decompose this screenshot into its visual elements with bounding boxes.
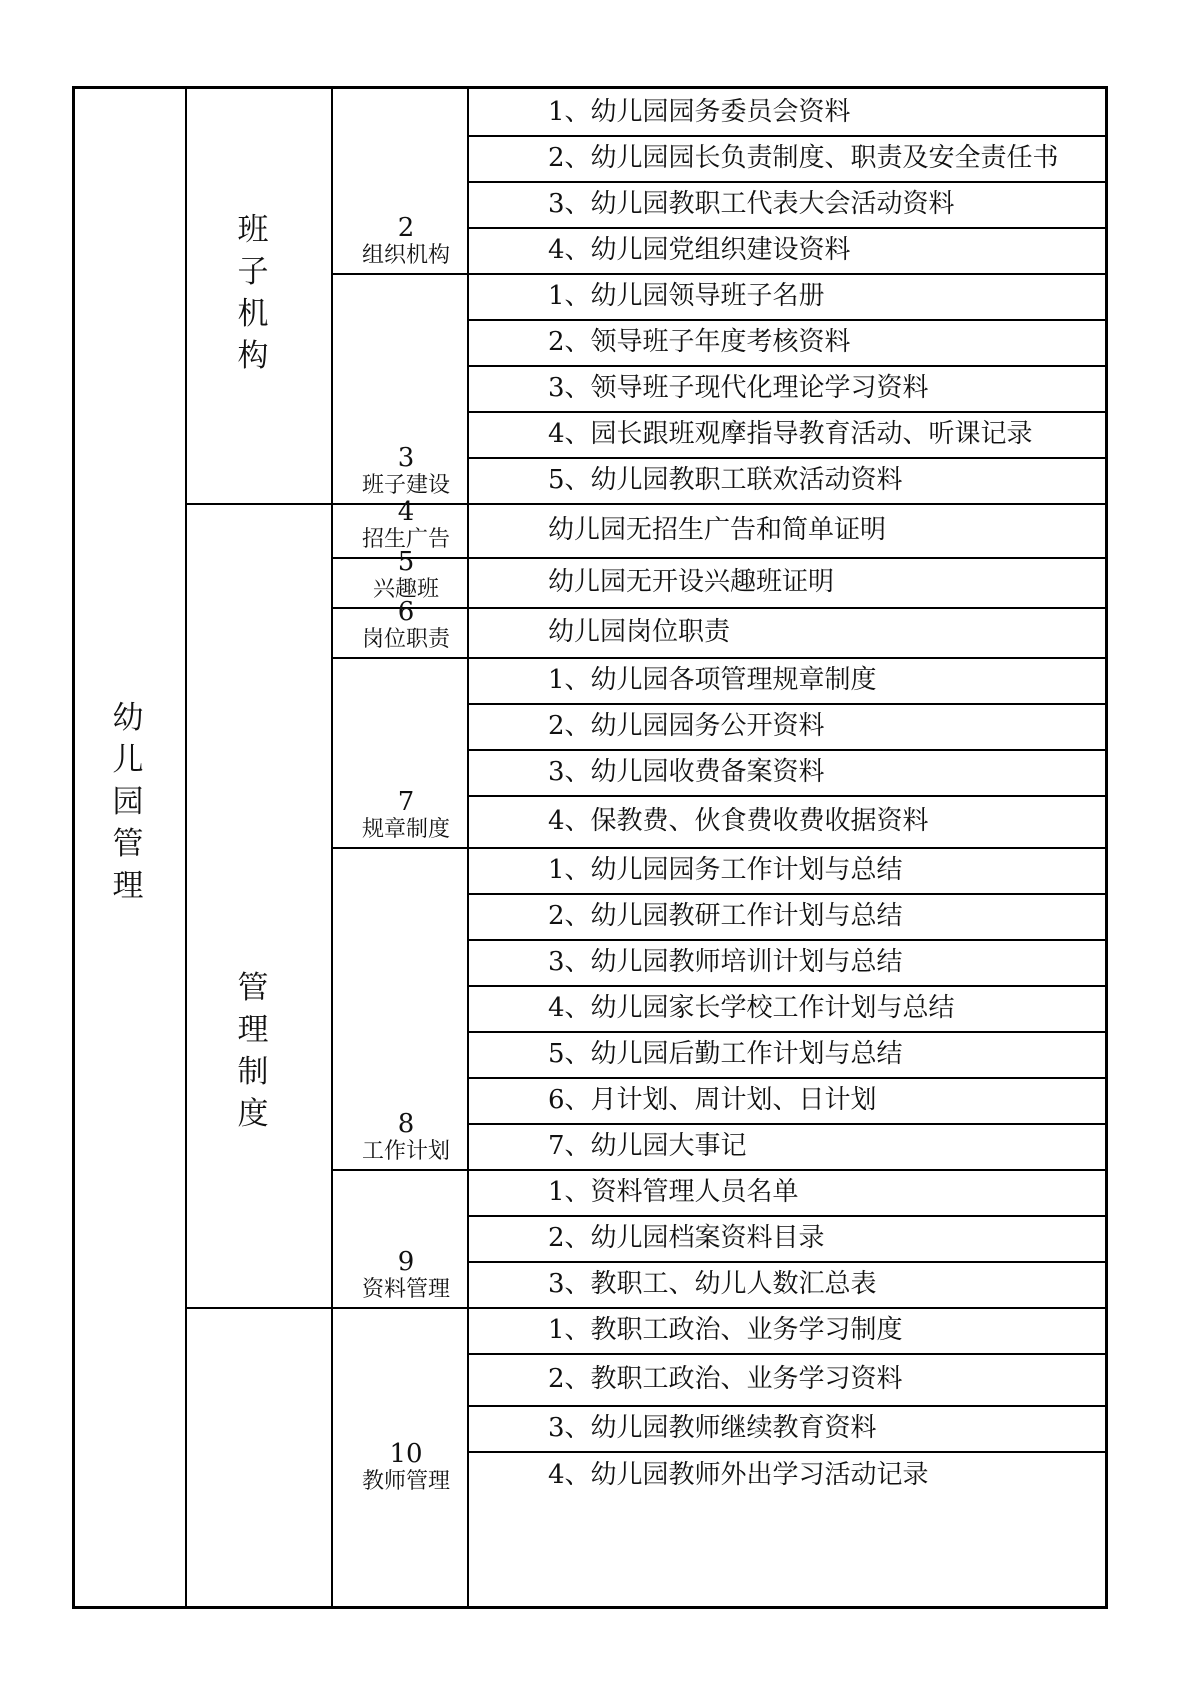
list-item: 2、幼儿园园长负责制度、职责及安全责任书 — [548, 143, 1059, 173]
section-number: 6 — [397, 597, 415, 627]
section-name: 组织机构 — [361, 243, 450, 268]
row-divider — [467, 181, 1105, 183]
list-item: 4、园长跟班观摩指导教育活动、听课记录 — [548, 419, 1033, 449]
list-item: 1、幼儿园园务工作计划与总结 — [548, 855, 903, 885]
row-divider — [467, 135, 1105, 137]
list-item: 1、幼儿园园务委员会资料 — [548, 97, 851, 127]
column-divider-1 — [185, 89, 187, 1606]
section-name: 资料管理 — [361, 1277, 450, 1302]
list-item: 2、幼儿园档案资料目录 — [548, 1223, 825, 1253]
list-item: 3、领导班子现代化理论学习资料 — [548, 373, 929, 403]
section-divider — [331, 273, 1105, 275]
list-item: 5、幼儿园后勤工作计划与总结 — [548, 1039, 903, 1069]
group-divider — [185, 503, 1105, 505]
section-name: 兴趣班 — [372, 577, 439, 602]
row-divider — [467, 1123, 1105, 1125]
row-divider — [467, 411, 1105, 413]
list-item: 5、幼儿园教职工联欢活动资料 — [548, 465, 903, 495]
row-divider — [467, 1353, 1105, 1355]
list-item: 4、幼儿园党组织建设资料 — [548, 235, 851, 265]
list-item: 1、幼儿园各项管理规章制度 — [548, 665, 877, 695]
list-item: 3、幼儿园教职工代表大会活动资料 — [548, 189, 955, 219]
row-divider — [467, 365, 1105, 367]
section-number: 10 — [389, 1439, 423, 1469]
list-item: 2、领导班子年度考核资料 — [548, 327, 851, 357]
list-item: 幼儿园无招生广告和简单证明 — [548, 515, 887, 545]
list-item: 2、教职工政治、业务学习资料 — [548, 1364, 903, 1394]
section-number: 4 — [397, 497, 415, 527]
list-item: 7、幼儿园大事记 — [548, 1131, 747, 1161]
category-label-banzi: 班 子 机 构 — [237, 212, 269, 374]
row-divider — [467, 227, 1105, 229]
row-divider — [467, 1031, 1105, 1033]
row-divider — [467, 1077, 1105, 1079]
row-divider — [467, 749, 1105, 751]
document-table — [72, 86, 1108, 1609]
list-item: 1、幼儿园领导班子名册 — [548, 281, 825, 311]
section-number: 8 — [397, 1109, 415, 1139]
row-divider — [467, 939, 1105, 941]
section-name: 规章制度 — [361, 817, 450, 842]
section-name: 工作计划 — [361, 1139, 450, 1164]
list-item: 3、幼儿园收费备案资料 — [548, 757, 825, 787]
section-number: 7 — [397, 787, 415, 817]
section-divider — [331, 657, 1105, 659]
section-divider — [331, 1169, 1105, 1171]
list-item: 3、幼儿园教师培训计划与总结 — [548, 947, 903, 977]
row-divider — [467, 319, 1105, 321]
section-name: 教师管理 — [361, 1469, 450, 1494]
section-number: 2 — [397, 213, 415, 243]
section-name: 岗位职责 — [361, 627, 450, 652]
list-item: 2、幼儿园教研工作计划与总结 — [548, 901, 903, 931]
list-item: 幼儿园无开设兴趣班证明 — [548, 567, 835, 597]
list-item: 幼儿园岗位职责 — [548, 617, 731, 647]
row-divider — [467, 703, 1105, 705]
row-divider — [467, 457, 1105, 459]
list-item: 4、幼儿园教师外出学习活动记录 — [548, 1460, 929, 1490]
group-divider — [185, 1307, 1105, 1309]
list-item: 1、教职工政治、业务学习制度 — [548, 1315, 903, 1345]
row-divider — [467, 1405, 1105, 1407]
row-divider — [467, 893, 1105, 895]
row-divider — [467, 1451, 1105, 1453]
list-item: 4、保教费、伙食费收费收据资料 — [548, 806, 929, 836]
list-item: 3、教职工、幼儿人数汇总表 — [548, 1269, 877, 1299]
list-item: 1、资料管理人员名单 — [548, 1177, 799, 1207]
list-item: 6、月计划、周计划、日计划 — [548, 1085, 877, 1115]
section-name: 招生广告 — [361, 527, 450, 552]
list-item: 2、幼儿园园务公开资料 — [548, 711, 825, 741]
section-number: 5 — [397, 547, 415, 577]
list-item: 4、幼儿园家长学校工作计划与总结 — [548, 993, 955, 1023]
category-label-main: 幼 儿 园 管 理 — [112, 700, 144, 904]
category-label-guanli: 管 理 制 度 — [237, 970, 269, 1132]
section-number: 9 — [397, 1247, 415, 1277]
list-item: 3、幼儿园教师继续教育资料 — [548, 1413, 877, 1443]
row-divider — [467, 1215, 1105, 1217]
section-name: 班子建设 — [361, 473, 450, 498]
section-divider — [331, 847, 1105, 849]
row-divider — [467, 1261, 1105, 1263]
row-divider — [467, 985, 1105, 987]
row-divider — [467, 795, 1105, 797]
section-number: 3 — [397, 443, 415, 473]
